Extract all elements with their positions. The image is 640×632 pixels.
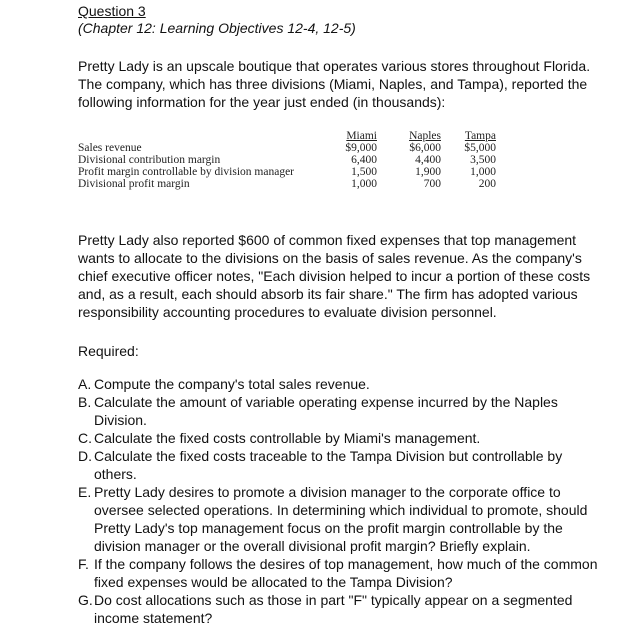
item-letter: A.	[78, 376, 92, 392]
division-data-table	[78, 130, 518, 202]
item-letter: D.	[78, 448, 92, 464]
table-cell: $5,000	[464, 142, 496, 154]
table-cell: 1,000	[351, 178, 377, 190]
list-item	[78, 375, 598, 393]
table-cell: 6,400	[351, 154, 377, 166]
item-text: Pretty Lady desires to promote a division manager to the corporate office to oversee selected operations. In determining which individual to promote, should Pretty Lady's top management focus on the profit margin controllable by the division manager or the overall divisional profit margin? Briefly explain.	[94, 484, 588, 554]
item-letter: G.	[78, 592, 93, 608]
row-label: Divisional contribution margin	[78, 154, 221, 166]
table-cell: 1,500	[351, 166, 377, 178]
list-item	[78, 429, 598, 447]
row-label: Profit margin controllable by division manager	[78, 166, 295, 178]
row-label: Sales revenue	[78, 142, 142, 154]
table-cell: $9,000	[345, 142, 377, 154]
requirements-list	[78, 375, 598, 627]
table-cell: 4,400	[415, 154, 441, 166]
list-item	[78, 393, 598, 429]
table-cell: 1,900	[415, 166, 441, 178]
list-item	[78, 483, 598, 555]
item-letter: C.	[78, 430, 92, 446]
intro-paragraph: Pretty Lady is an upscale boutique that operates various stores throughout Florida. The company, which has three divisions (Miami, Naples, and Tampa), reported the following information for the year just ended (in thousands):	[78, 58, 591, 110]
table-cell: $6,000	[409, 142, 441, 154]
item-text: Do cost allocations such as those in part "F" typically appear on a segmented income statement?	[94, 592, 573, 626]
table-cell: 700	[423, 178, 441, 190]
paragraph-common-fixed-expenses: Pretty Lady also reported $600 of common fixed expenses that top management wants to allocate to the divisions on the basis of sales revenue. As the company's chief executive officer notes, "Each division helped to incur a portion of these costs and, as a result, each should absorb its fair share." The firm has adopted various responsibility accounting procedures to evaluate division personnel.	[78, 232, 591, 320]
list-item	[78, 447, 598, 483]
item-letter: B.	[78, 394, 92, 410]
item-letter: F.	[78, 556, 89, 572]
column-header-naples: Naples	[409, 130, 441, 142]
column-header-tampa: Tampa	[464, 130, 496, 142]
item-text: Calculate the fixed costs controllable by Miami's management.	[94, 430, 481, 446]
item-letter: E.	[78, 484, 92, 500]
table-cell: 200	[478, 178, 496, 190]
item-text: Calculate the amount of variable operating expense incurred by the Naples Division.	[94, 394, 558, 428]
item-text: Compute the company's total sales revenue.	[94, 376, 370, 392]
list-item	[78, 555, 598, 591]
question-subtitle: (Chapter 12: Learning Objectives 12-4, 12-5)	[78, 20, 356, 36]
question-title: Question 3	[78, 3, 146, 19]
row-label: Divisional profit margin	[78, 178, 190, 190]
table-cell: 1,000	[470, 166, 496, 178]
required-heading: Required:	[78, 343, 139, 359]
list-item	[78, 591, 598, 627]
column-header-miami: Miami	[346, 130, 377, 142]
item-text: If the company follows the desires of top management, how much of the common fixed expenses would be allocated to the Tampa Division?	[94, 556, 598, 590]
table-cell: 3,500	[470, 154, 496, 166]
item-text: Calculate the fixed costs traceable to the Tampa Division but controllable by others.	[94, 448, 563, 482]
